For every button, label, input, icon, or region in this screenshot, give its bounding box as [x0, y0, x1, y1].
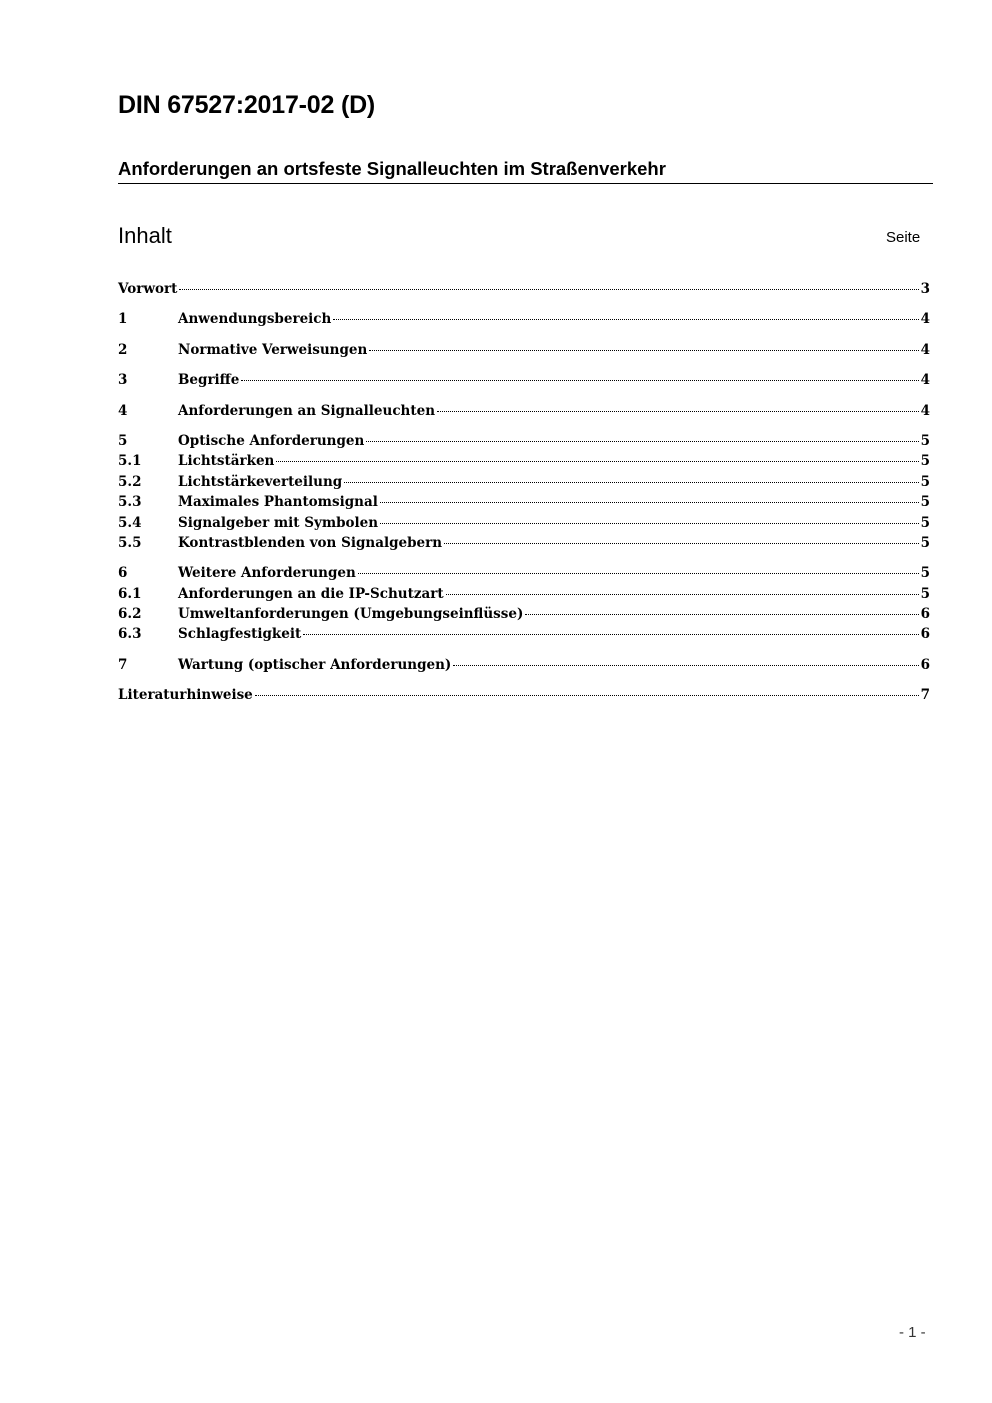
toc-entry-label: Anforderungen an Signalleuchten: [178, 402, 436, 419]
toc-entry-label: Vorwort: [118, 281, 178, 297]
toc-entry-number: 5.4: [118, 514, 142, 531]
toc-entry-5-5[interactable]: [118, 533, 930, 553]
toc-entry-number: 6.1: [118, 585, 142, 602]
toc-entry-page: 5: [920, 585, 930, 602]
toc-entry-number: 2: [118, 341, 128, 358]
toc-entry-label: Umweltanforderungen (Umgebungseinflüsse): [178, 606, 524, 623]
toc-entry-page: 4: [920, 372, 930, 389]
toc-heading: Inhalt: [118, 223, 172, 248]
toc-leader-dots: [344, 482, 918, 483]
toc-entry-page: 5: [920, 432, 930, 449]
toc-entry-number: 6.3: [118, 626, 142, 643]
toc-entry-label: Wartung (optischer Anforderungen): [178, 656, 452, 673]
toc-leader-dots: [276, 461, 918, 462]
toc-leader-dots: [380, 523, 919, 524]
toc-entry-2[interactable]: [118, 340, 930, 360]
toc-leader-dots: [333, 319, 918, 320]
toc-entry-3[interactable]: [118, 370, 930, 390]
toc-entry-number: 5.1: [118, 453, 142, 470]
toc-leader-dots: [444, 543, 919, 544]
toc-entry-6-3[interactable]: [118, 624, 930, 644]
toc-entry-label: Anwendungsbereich: [178, 311, 332, 328]
toc-entry-label: Lichtstärkeverteilung: [178, 473, 343, 490]
toc-leader-dots: [255, 695, 919, 696]
toc-entry-number: 5.3: [118, 494, 142, 511]
toc-leader-dots: [358, 573, 919, 574]
toc-entry-label: Normative Verweisungen: [178, 341, 368, 358]
toc-leader-dots: [380, 502, 919, 503]
toc-leader-dots: [437, 411, 919, 412]
toc-entry-page: 5: [920, 473, 930, 490]
footer-page-number: - 1 -: [899, 1324, 926, 1341]
toc-entry-label: Literaturhinweise: [118, 687, 253, 704]
toc-leader-dots: [369, 350, 918, 351]
toc-entry-6-1[interactable]: [118, 584, 930, 604]
toc-entry-5-2[interactable]: [118, 472, 930, 492]
toc-entry-page: 5: [920, 534, 930, 551]
toc-leader-dots: [525, 614, 918, 615]
toc-entry-number: 5: [118, 432, 128, 449]
toc-entry-number: 5.2: [118, 473, 142, 490]
toc-leader-dots: [303, 634, 918, 635]
toc-entry-label: Anforderungen an die IP-Schutzart: [178, 585, 444, 602]
toc-leader-dots: [453, 665, 918, 666]
toc-entry-label: Optische Anforderungen: [178, 432, 365, 449]
toc-leader-dots: [179, 289, 918, 290]
toc-leader-dots: [446, 594, 919, 595]
toc-entry-page: 5: [920, 453, 930, 470]
toc-entry-page: 6: [920, 626, 930, 643]
toc-entry-1[interactable]: [118, 309, 930, 329]
toc-entry-label: Schlagfestigkeit: [178, 626, 302, 643]
document-id: DIN 67527:2017-02 (D): [118, 91, 376, 119]
toc-entry-7[interactable]: [118, 655, 930, 675]
toc-entry-4[interactable]: [118, 401, 930, 421]
toc-entry-literaturhinweise[interactable]: [118, 685, 930, 705]
document-title: Anforderungen an ortsfeste Signalleuchten im Straßenverkehr: [118, 157, 933, 184]
toc-entry-number: 3: [118, 372, 128, 389]
toc-entry-number: 6: [118, 565, 128, 582]
toc-entry-number: 6.2: [118, 606, 142, 623]
table-of-contents: [118, 279, 930, 706]
toc-entry-page: 4: [920, 311, 930, 328]
toc-entry-5-1[interactable]: [118, 451, 930, 471]
toc-entry-page: 5: [920, 565, 930, 582]
toc-entry-6[interactable]: [118, 563, 930, 583]
toc-entry-page: 6: [920, 656, 930, 673]
toc-entry-page: 5: [920, 494, 930, 511]
toc-entry-label: Lichtstärken: [178, 453, 275, 470]
toc-page-column-label: Seite: [886, 229, 921, 246]
toc-entry-5[interactable]: [118, 431, 930, 451]
toc-entry-page: 4: [920, 402, 930, 419]
toc-entry-label: Signalgeber mit Symbolen: [178, 514, 379, 531]
toc-entry-page: 6: [920, 606, 930, 623]
toc-entry-number: 7: [118, 656, 128, 673]
toc-entry-6-2[interactable]: [118, 604, 930, 624]
toc-entry-page: 7: [920, 687, 930, 704]
toc-entry-5-4[interactable]: [118, 513, 930, 533]
toc-entry-label: Maximales Phantomsignal: [178, 494, 378, 511]
toc-entry-label: Begriffe: [178, 372, 240, 389]
toc-entry-page: 4: [920, 341, 930, 358]
toc-entry-number: 4: [118, 402, 128, 419]
toc-entry-5-3[interactable]: [118, 492, 930, 512]
toc-leader-dots: [366, 441, 918, 442]
toc-entry-label: Weitere Anforderungen: [178, 565, 356, 582]
toc-entry-number: 1: [118, 311, 128, 328]
toc-entry-page: 3: [920, 281, 930, 297]
toc-entry-number: 5.5: [118, 534, 142, 551]
toc-entry-page: 5: [920, 514, 930, 531]
toc-leader-dots: [241, 380, 918, 381]
toc-entry-label: Kontrastblenden von Signalgebern: [178, 534, 443, 551]
toc-entry-vorwort[interactable]: [118, 279, 930, 299]
